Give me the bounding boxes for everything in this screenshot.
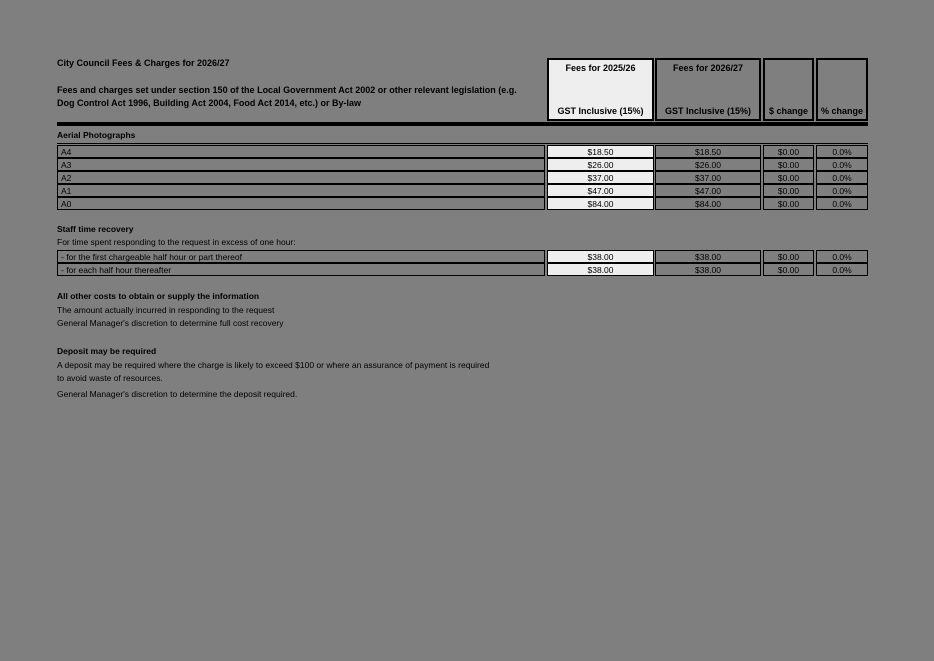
note-line: General Manager's discretion to determine the deposit required. bbox=[57, 388, 298, 399]
note-line: A deposit may be required where the charge is likely to exceed $100 or where an assurance of payment is required bbox=[57, 359, 490, 370]
fee-2026-27-cell: $38.00 bbox=[655, 250, 761, 263]
note-other-costs bbox=[57, 290, 757, 331]
row-label: - for the first chargeable half hour or part thereof bbox=[57, 250, 545, 263]
header-divider-line bbox=[57, 122, 868, 126]
column-header-line: GST Inclusive (15%) bbox=[557, 106, 644, 116]
note-line: General Manager's discretion to determine full cost recovery bbox=[57, 318, 284, 328]
page-title: City Council Fees & Charges for 2026/27 bbox=[57, 58, 230, 68]
column-header-dollar-change bbox=[763, 58, 814, 121]
row-label: A0 bbox=[57, 197, 545, 210]
dollar-change-cell: $0.00 bbox=[763, 184, 814, 197]
percent-change-cell: 0.0% bbox=[816, 158, 868, 171]
note-line: The amount actually incurred in responding to the request bbox=[57, 304, 275, 315]
percent-change-cell: 0.0% bbox=[816, 184, 868, 197]
description-line-1: Fees and charges set under section 150 of the Local Government Act 2002 or other relevant legislation (e.g. bbox=[57, 85, 517, 95]
percent-change-cell: 0.0% bbox=[816, 145, 868, 158]
document-description bbox=[57, 84, 542, 110]
percent-change-cell: 0.0% bbox=[816, 263, 868, 276]
table-row bbox=[0, 171, 934, 184]
column-header-fees-2025-26 bbox=[547, 58, 654, 121]
note-heading: All other costs to obtain or supply the information bbox=[57, 291, 260, 301]
column-header-line: GST Inclusive (15%) bbox=[664, 106, 752, 116]
fee-2025-26-cell: $38.00 bbox=[547, 263, 654, 276]
description-line-2: Dog Control Act 1996, Building Act 2004, Food Act 2014, etc.) or By-law bbox=[57, 98, 362, 108]
fee-2026-27-cell: $47.00 bbox=[655, 184, 761, 197]
fee-2026-27-cell: $37.00 bbox=[655, 171, 761, 184]
staff-time-subheading: For time spent responding to the request in excess of one hour: bbox=[57, 237, 296, 247]
column-header-percent-change bbox=[816, 58, 868, 121]
table-row bbox=[0, 250, 934, 263]
fee-2026-27-cell: $18.50 bbox=[655, 145, 761, 158]
table-row bbox=[0, 184, 934, 197]
dollar-change-cell: $0.00 bbox=[763, 263, 814, 276]
fee-2025-26-cell: $18.50 bbox=[547, 145, 654, 158]
section-heading-staff-time-recovery: Staff time recovery bbox=[57, 224, 134, 234]
fee-2026-27-cell: $26.00 bbox=[655, 158, 761, 171]
column-header-line: Fees for 2025/26 bbox=[565, 63, 636, 73]
note-heading: Deposit may be required bbox=[57, 346, 157, 356]
percent-change-cell: 0.0% bbox=[816, 171, 868, 184]
row-label: A3 bbox=[57, 158, 545, 171]
dollar-change-cell: $0.00 bbox=[763, 171, 814, 184]
fee-2026-27-cell: $84.00 bbox=[655, 197, 761, 210]
table-row bbox=[0, 263, 934, 276]
row-label: - for each half hour thereafter bbox=[57, 263, 545, 276]
note-deposit bbox=[57, 345, 757, 401]
note-line: to avoid waste of resources. bbox=[57, 373, 163, 383]
dollar-change-cell: $0.00 bbox=[763, 158, 814, 171]
fee-2025-26-cell: $38.00 bbox=[547, 250, 654, 263]
row-label: A2 bbox=[57, 171, 545, 184]
fee-2025-26-cell: $84.00 bbox=[547, 197, 654, 210]
dollar-change-cell: $0.00 bbox=[763, 250, 814, 263]
column-header-fees-2026-27 bbox=[655, 58, 761, 121]
dollar-change-cell: $0.00 bbox=[763, 197, 814, 210]
table-row bbox=[0, 145, 934, 158]
row-label: A1 bbox=[57, 184, 545, 197]
column-header-line: $ change bbox=[768, 106, 808, 116]
percent-change-cell: 0.0% bbox=[816, 250, 868, 263]
column-header-line: % change bbox=[820, 106, 863, 116]
fee-2025-26-cell: $37.00 bbox=[547, 171, 654, 184]
section-heading-aerial-photographs: Aerial Photographs bbox=[57, 130, 868, 144]
fee-2025-26-cell: $47.00 bbox=[547, 184, 654, 197]
fee-2026-27-cell: $38.00 bbox=[655, 263, 761, 276]
column-header-line: Fees for 2026/27 bbox=[672, 63, 744, 73]
percent-change-cell: 0.0% bbox=[816, 197, 868, 210]
table-row bbox=[0, 197, 934, 210]
dollar-change-cell: $0.00 bbox=[763, 145, 814, 158]
table-row bbox=[0, 158, 934, 171]
row-label: A4 bbox=[57, 145, 545, 158]
fee-2025-26-cell: $26.00 bbox=[547, 158, 654, 171]
